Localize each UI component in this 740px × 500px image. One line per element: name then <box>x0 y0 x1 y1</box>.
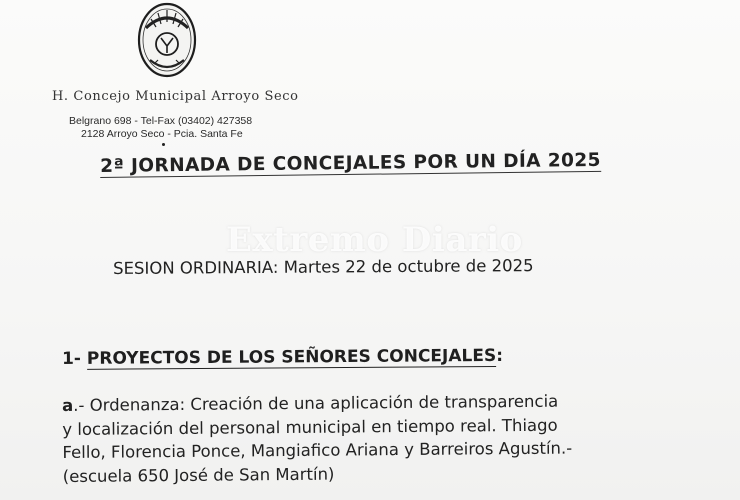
item-line: y localización del personal municipal en tiempo real. Thiago <box>62 415 558 439</box>
section-number: 1- <box>62 348 87 369</box>
section-suffix: : <box>496 345 504 366</box>
item-letter: a <box>62 395 74 415</box>
item-line: (escuela 650 José de San Martín) <box>62 464 335 486</box>
address-line: 2128 Arroyo Seco - Pcia. Santa Fe <box>81 128 243 140</box>
item-line: Fello, Florencia Ponce, Mangiafico Ariana y Barreiros Agustín.- <box>62 438 573 462</box>
watermark: Extremo Diario <box>226 220 523 260</box>
item-line-text: .- Ordenanza: Creación de una aplicación de transparencia <box>73 391 559 415</box>
municipal-seal-icon <box>136 0 198 78</box>
header-dot <box>162 143 165 146</box>
address-line: Belgrano 698 - Tel-Fax (03402) 427358 <box>69 115 253 127</box>
session-line: SESION ORDINARIA: Martes 22 de octubre de 2025 <box>113 256 534 278</box>
section-title: PROYECTOS DE LOS SEÑORES CONCEJALES <box>86 345 497 369</box>
item-a <box>62 388 703 488</box>
section-heading <box>62 346 503 369</box>
organization-name: H. Concejo Municipal Arroyo Seco <box>52 89 299 104</box>
document-title <box>100 150 601 177</box>
document-title-text: 2ª JORNADA DE CONCEJALES POR UN DÍA 2025 <box>100 149 601 177</box>
